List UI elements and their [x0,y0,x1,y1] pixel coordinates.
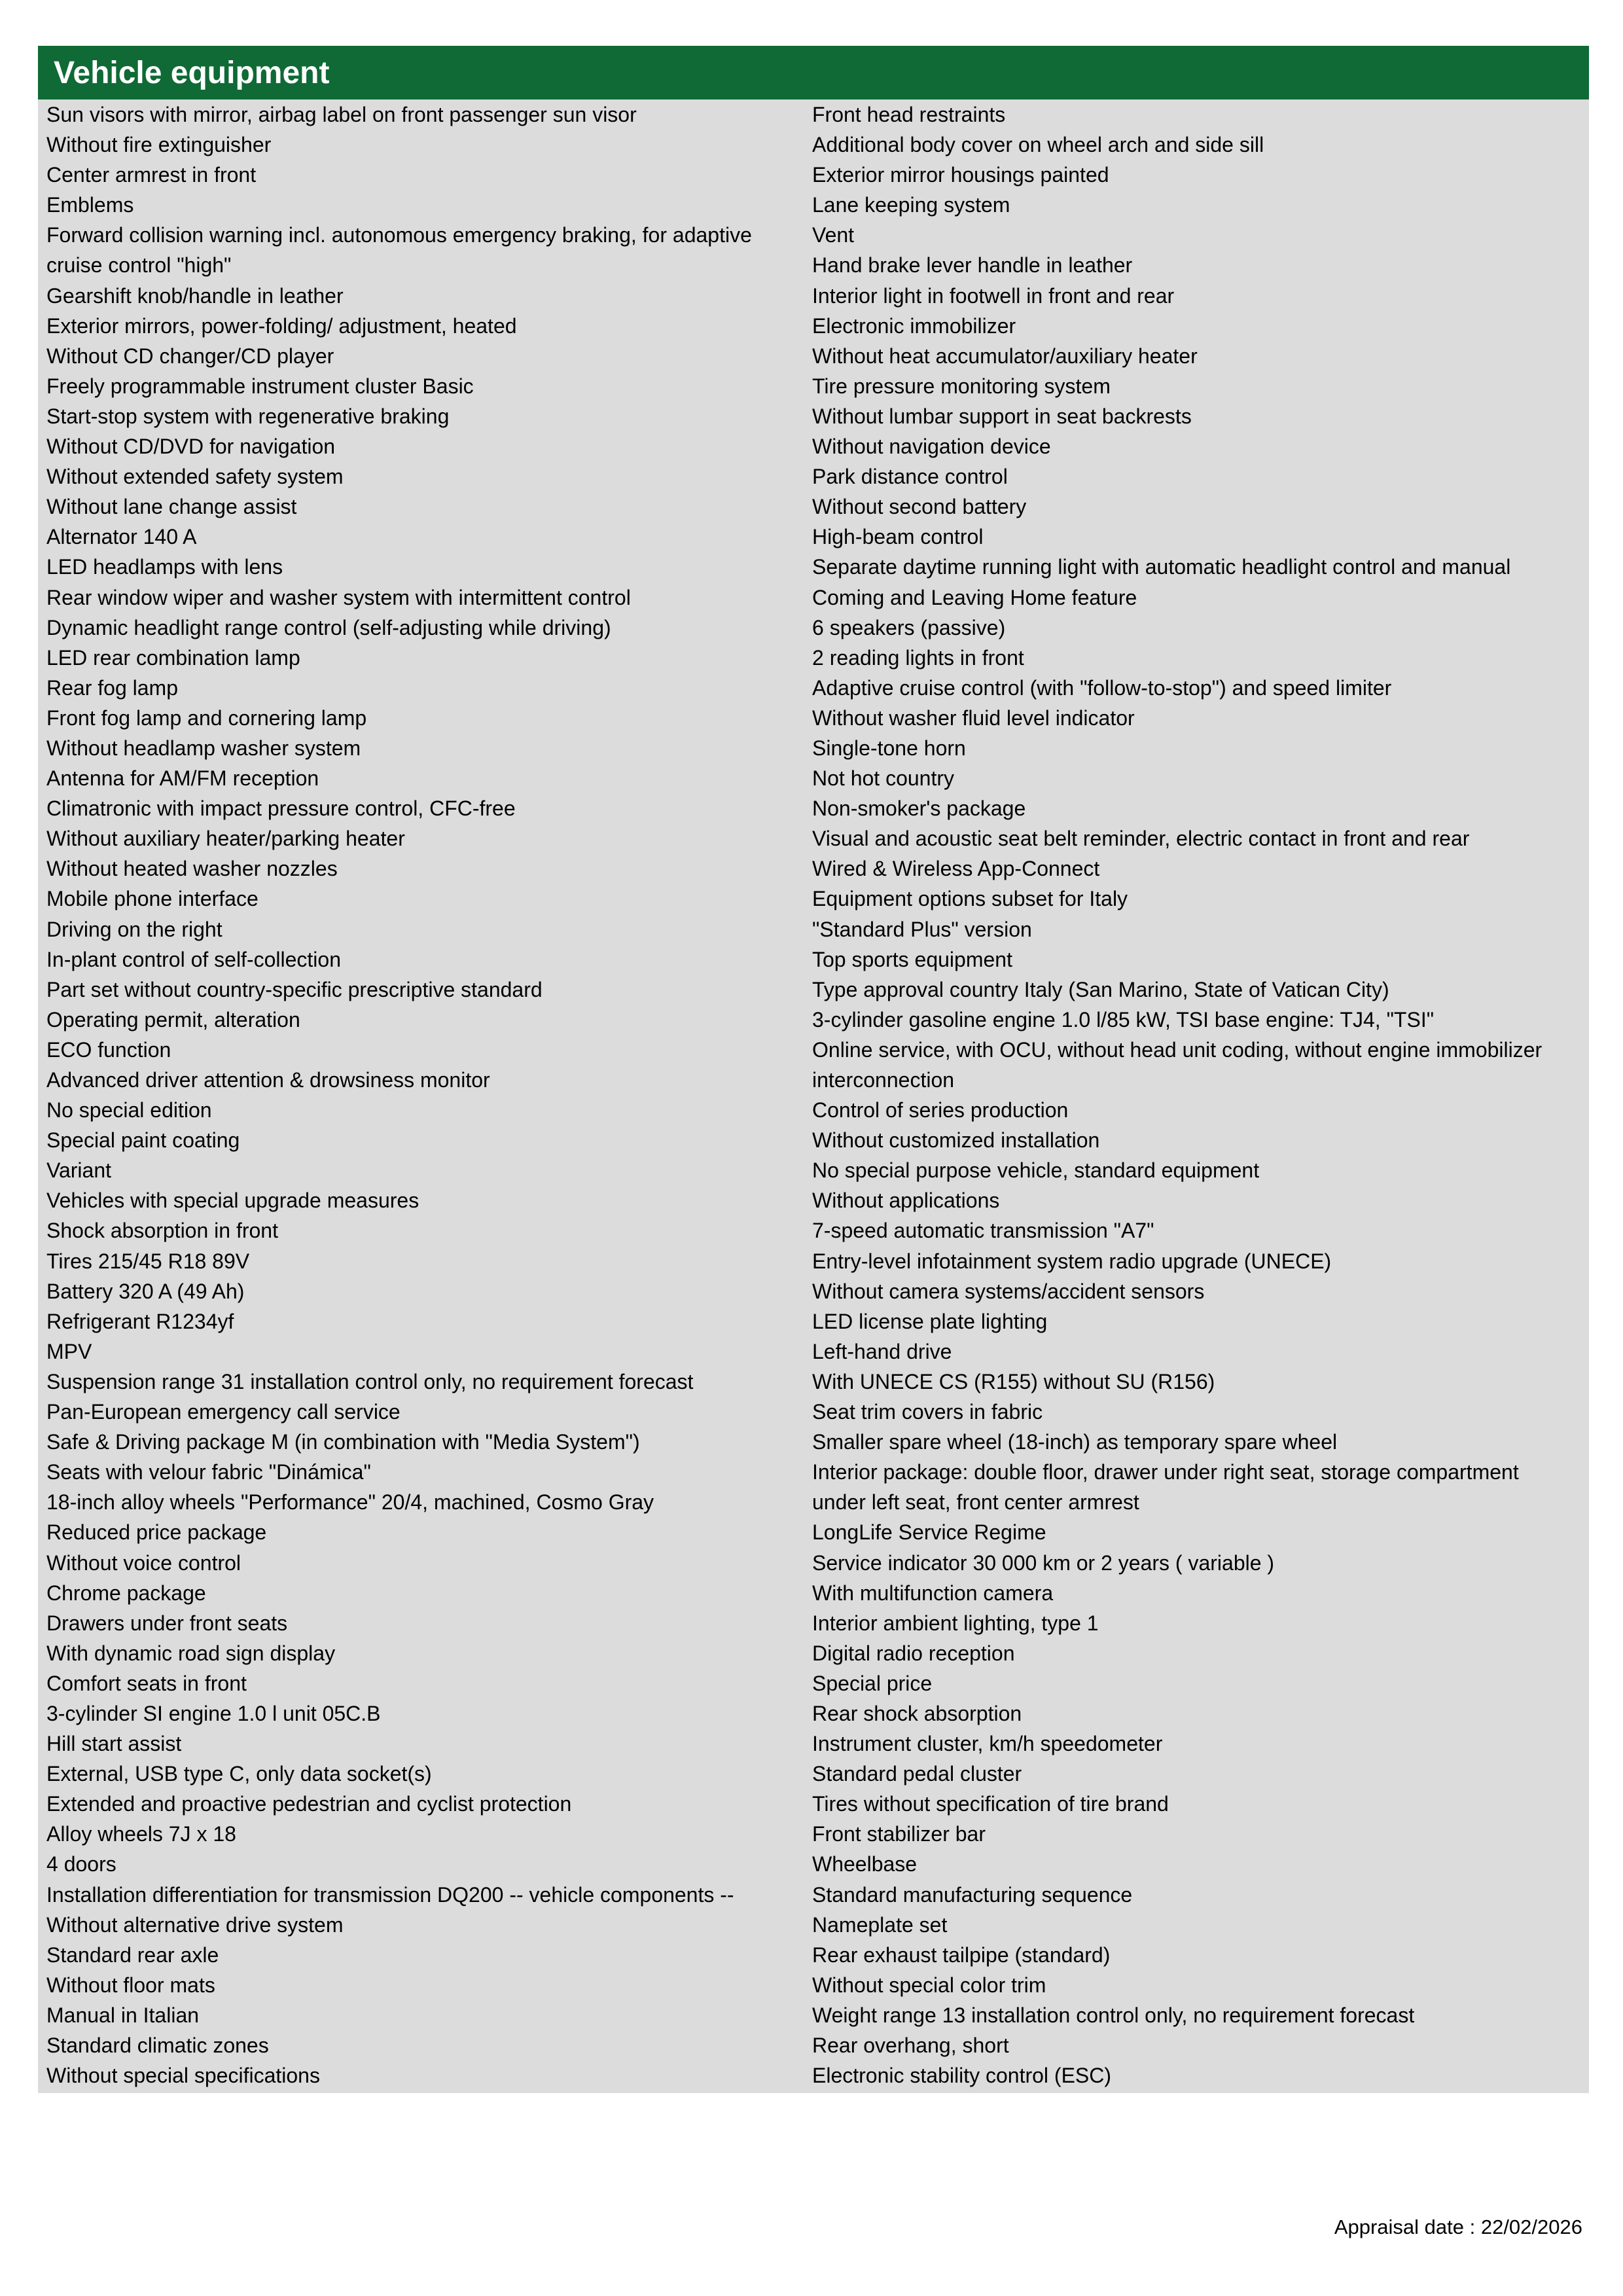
equipment-item: Standard pedal cluster [812,1762,1022,1786]
equipment-item: Service indicator 30 000 km or 2 years ( variable ) [812,1551,1275,1575]
equipment-item: No special purpose vehicle, standard equipment [812,1158,1260,1183]
equipment-item: With dynamic road sign display [46,1641,336,1665]
equipment-item: Park distance control [812,465,1008,489]
equipment-item: Safe & Driving package M (in combination with "Media System") [46,1430,640,1454]
equipment-item: Front stabilizer bar [812,1822,986,1846]
equipment-item: Without CD changer/CD player [46,344,334,368]
equipment-item: Adaptive cruise control (with "follow-to-stop") and speed limiter [812,675,1392,700]
equipment-item: Driving on the right [46,917,223,941]
equipment-item: Front head restraints [812,103,1006,126]
equipment-item: Refrigerant R1234yf [46,1309,234,1333]
equipment-item: Visual and acoustic seat belt reminder, electric contact in front and rear [812,827,1470,851]
equipment-item: Smaller spare wheel (18-inch) as temporary spare wheel [812,1430,1338,1454]
equipment-item: Rear exhaust tailpipe (standard) [812,1943,1111,1967]
equipment-item: Forward collision warning incl. autonomous emergency braking, for adaptive cruise control "high" [46,223,752,278]
equipment-item: Part set without country-specific prescriptive standard [46,977,543,1001]
equipment-item: Interior light in footwell in front and rear [812,283,1175,308]
equipment-item: Without auxiliary heater/parking heater [46,827,405,851]
equipment-item: Tires without specification of tire brand [812,1792,1169,1816]
equipment-item: With multifunction camera [812,1581,1054,1605]
equipment-item: Without CD/DVD for navigation [46,435,336,459]
equipment-item: Without applications [812,1189,1000,1213]
equipment-item: Variant [46,1158,112,1183]
equipment-item: Alloy wheels 7J x 18 [46,1822,236,1846]
equipment-list-left [38,99,812,2090]
equipment-item: Shock absorption in front [46,1219,278,1243]
equipment-item: Standard rear axle [46,1943,219,1967]
equipment-item: Without customized installation [812,1128,1100,1153]
equipment-item: Climatronic with impact pressure control, CFC-free [46,797,516,821]
equipment-item: Single-tone horn [812,736,966,760]
equipment-item: Without washer fluid level indicator [812,706,1135,730]
equipment-item: Drawers under front seats [46,1611,288,1635]
equipment-item: 7-speed automatic transmission "A7" [812,1219,1154,1243]
equipment-item: Without heated washer nozzles [46,857,338,881]
equipment-item: Freely programmable instrument cluster Basic [46,374,474,398]
equipment-item: Advanced driver attention & drowsiness monitor [46,1068,490,1092]
equipment-item: Weight range 13 installation control only, no requirement forecast [812,2003,1415,2027]
equipment-item: Nameplate set [812,1912,948,1937]
equipment-item: Without lane change assist [46,495,297,519]
equipment-item: Without special specifications [46,2064,320,2088]
equipment-list-body [38,99,1589,2093]
equipment-item: Without camera systems/accident sensors [812,1279,1205,1303]
equipment-item: Without second battery [812,495,1027,519]
equipment-item: Coming and Leaving Home feature [812,585,1137,609]
equipment-item: Electronic stability control (ESC) [812,2064,1112,2088]
equipment-item: 6 speakers (passive) [812,615,1006,639]
equipment-item: In-plant control of self-collection [46,947,341,971]
equipment-item: Without headlamp washer system [46,736,361,760]
equipment-item: Online service, with OCU, without head unit coding, without engine immobilizer interconnection [812,1037,1543,1092]
equipment-item: MPV [46,1339,92,1363]
equipment-item: Alternator 140 A [46,525,197,549]
equipment-item: Start-stop system with regenerative braking [46,404,450,428]
equipment-item: Antenna for AM/FM reception [46,766,319,791]
equipment-item: With UNECE CS (R155) without SU (R156) [812,1369,1215,1393]
equipment-item: Center armrest in front [46,163,257,187]
equipment-item: Seat trim covers in fabric [812,1400,1043,1424]
equipment-item: Extended and proactive pedestrian and cyclist protection [46,1792,572,1816]
equipment-item: Without navigation device [812,435,1051,459]
vehicle-equipment-section [38,46,1589,2093]
equipment-item: Suspension range 31 installation control only, no requirement forecast [46,1369,694,1393]
equipment-item: Exterior mirrors, power-folding/ adjustment, heated [46,314,517,338]
equipment-item: Chrome package [46,1581,206,1605]
equipment-item: Front fog lamp and cornering lamp [46,706,367,730]
equipment-item: Equipment options subset for Italy [812,887,1128,911]
equipment-item: Hand brake lever handle in leather [812,253,1133,278]
equipment-item: Reduced price package [46,1520,267,1545]
equipment-item: Without alternative drive system [46,1912,344,1937]
equipment-item: LED rear combination lamp [46,645,300,670]
equipment-item: Wheelbase [812,1852,918,1876]
equipment-item: LongLife Service Regime [812,1520,1046,1545]
equipment-item: Digital radio reception [812,1641,1015,1665]
equipment-item: 3-cylinder SI engine 1.0 l unit 05C.B [46,1701,381,1725]
equipment-item: Without extended safety system [46,465,344,489]
equipment-item: Battery 320 A (49 Ah) [46,1279,245,1303]
equipment-item: Hill start assist [46,1732,182,1756]
equipment-item: LED headlamps with lens [46,555,283,579]
equipment-item: Mobile phone interface [46,887,259,911]
equipment-item: Standard manufacturing sequence [812,1882,1133,1907]
equipment-item: Type approval country Italy (San Marino, State of Vatican City) [812,977,1389,1001]
equipment-item: Special paint coating [46,1128,240,1153]
equipment-item: Without lumbar support in seat backrests [812,404,1192,428]
equipment-item: Tire pressure monitoring system [812,374,1111,398]
equipment-item: Gearshift knob/handle in leather [46,283,344,308]
equipment-item: Entry-level infotainment system radio upgrade (UNECE) [812,1249,1332,1273]
equipment-item: Installation differentiation for transmission DQ200 -- vehicle components -- [46,1882,734,1907]
equipment-item: Additional body cover on wheel arch and side sill [812,133,1264,157]
equipment-item: Manual in Italian [46,2003,200,2027]
equipment-item: Standard climatic zones [46,2034,269,2057]
equipment-item: Without fire extinguisher [46,133,272,157]
equipment-item: Sun visors with mirror, airbag label on front passenger sun visor [46,103,637,126]
equipment-item: No special edition [46,1098,212,1122]
section-title: Vehicle equipment [38,46,1589,99]
equipment-item: Without heat accumulator/auxiliary heater [812,344,1198,368]
equipment-item: 18-inch alloy wheels "Performance" 20/4, machined, Cosmo Gray [46,1490,654,1515]
equipment-item: Vehicles with special upgrade measures [46,1189,419,1213]
equipment-item: Interior ambient lighting, type 1 [812,1611,1099,1635]
equipment-item: Exterior mirror housings painted [812,163,1109,187]
equipment-item: Without voice control [46,1551,241,1575]
equipment-item: Not hot country [812,766,954,791]
equipment-item: Operating permit, alteration [46,1007,300,1031]
equipment-list-right [812,99,1589,2090]
equipment-item: Vent [812,223,855,247]
equipment-item: Wired & Wireless App-Connect [812,857,1100,881]
equipment-item: External, USB type C, only data socket(s) [46,1762,432,1786]
equipment-item: Interior package: double floor, drawer under right seat, storage compartment under left seat, front center armrest [812,1460,1519,1515]
equipment-item: Without special color trim [812,1973,1046,1997]
equipment-item: Rear overhang, short [812,2034,1009,2057]
equipment-item: ECO function [46,1037,171,1062]
equipment-item: Non-smoker's package [812,797,1026,821]
equipment-item: Emblems [46,193,134,217]
equipment-item: Dynamic headlight range control (self-adjusting while driving) [46,615,611,639]
equipment-item: Left-hand drive [812,1339,952,1363]
equipment-item: Rear shock absorption [812,1701,1022,1725]
equipment-item: Rear fog lamp [46,675,178,700]
equipment-item: 2 reading lights in front [812,645,1024,670]
equipment-item: High-beam control [812,525,984,549]
equipment-item: Separate daytime running light with automatic headlight control and manual [812,555,1511,579]
equipment-item: Top sports equipment [812,947,1012,971]
equipment-item: Instrument cluster, km/h speedometer [812,1732,1163,1756]
equipment-item: 4 doors [46,1852,116,1876]
equipment-item: "Standard Plus" version [812,917,1032,941]
equipment-item: Tires 215/45 R18 89V [46,1249,250,1273]
equipment-item: Rear window wiper and washer system with intermittent control [46,585,631,609]
appraisal-date: Appraisal date : 22/02/2026 [1334,2215,1582,2238]
equipment-item: 3-cylinder gasoline engine 1.0 l/85 kW, TSI base engine: TJ4, "TSI" [812,1007,1435,1031]
equipment-item: Lane keeping system [812,193,1010,217]
equipment-item: Seats with velour fabric "Dinámica" [46,1460,371,1484]
equipment-item: Control of series production [812,1098,1069,1122]
equipment-item: Without floor mats [46,1973,215,1997]
equipment-item: LED license plate lighting [812,1309,1048,1333]
equipment-item: Pan-European emergency call service [46,1400,401,1424]
equipment-item: Comfort seats in front [46,1671,247,1695]
equipment-item: Electronic immobilizer [812,314,1016,338]
equipment-item: Special price [812,1671,933,1695]
